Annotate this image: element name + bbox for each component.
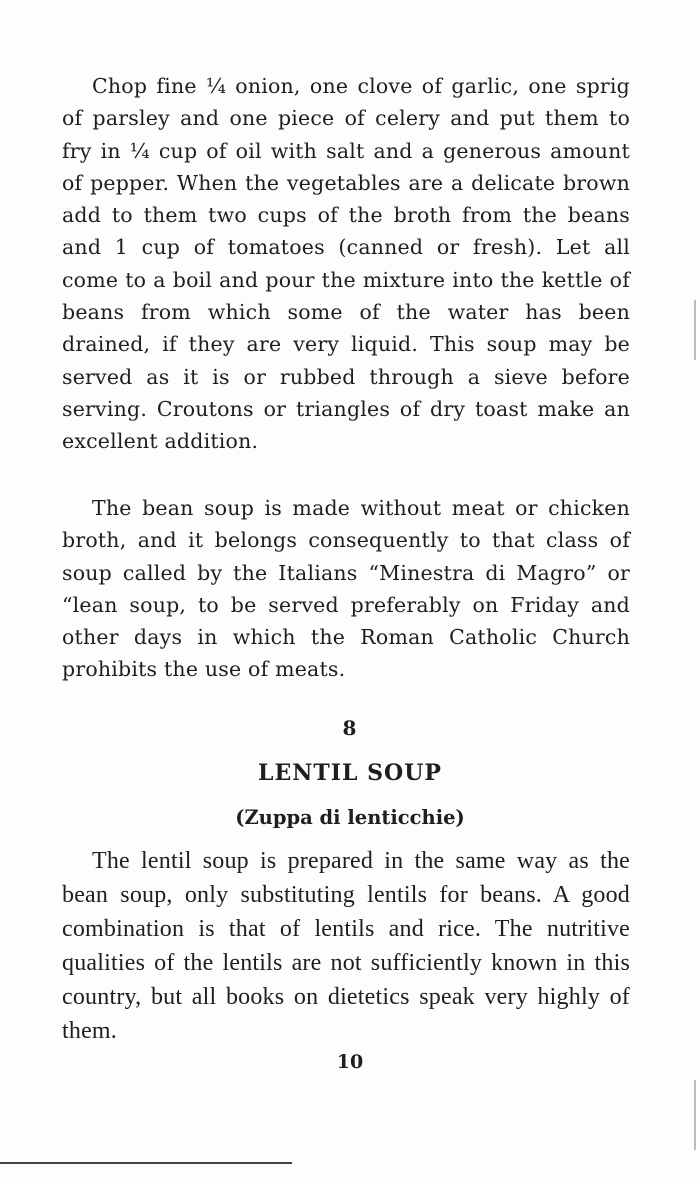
recipe-number: 8 — [342, 716, 358, 740]
bottom-rule — [0, 1162, 292, 1164]
paragraph-lentil-soup — [62, 844, 630, 1048]
recipe-subtitle: (Zuppa di lenticchie) — [235, 806, 465, 829]
paragraph-text: The lentil soup is prepared in the same way as the bean soup, only substituting lentils for beans. A good combination is that of lentils and rice. The nutritive qualities of the lentils are not sufficiently known in this country, but all books on dietetics speak very highly of them. — [62, 848, 630, 1044]
recipe-title: LENTIL SOUP — [258, 760, 442, 786]
paragraph-lean-soup-note — [62, 492, 630, 686]
page-edge-mark — [694, 300, 696, 360]
page-edge-mark — [694, 1080, 696, 1150]
paragraph-text: Chop fine ¼ onion, one clove of garlic, one sprig of parsley and one piece of celery and put them to fry in ¼ cup of oil with salt and a generous amount of pepper. When the vegetables are a delicate brown add to them two cups of the broth from the beans and 1 cup of tomatoes (canned or fresh). Let all come to a boil and pour the mixture into the kettle of beans from which some of the water has been drained, if they are very liquid. This soup may be served as it is or rubbed through a sieve before serving. Croutons or triangles of dry toast make an excellent addition. — [62, 74, 630, 454]
paragraph-text: The bean soup is made without meat or chicken broth, and it belongs consequently to that class of soup called by the Italians “Minestra di Magro” or “lean soup, to be served preferably on Friday and other days in which the Roman Catholic Church prohibits the use of meats. — [62, 496, 630, 682]
paragraph-bean-soup-preparation — [62, 70, 630, 458]
page-number: 10 — [336, 1051, 364, 1073]
